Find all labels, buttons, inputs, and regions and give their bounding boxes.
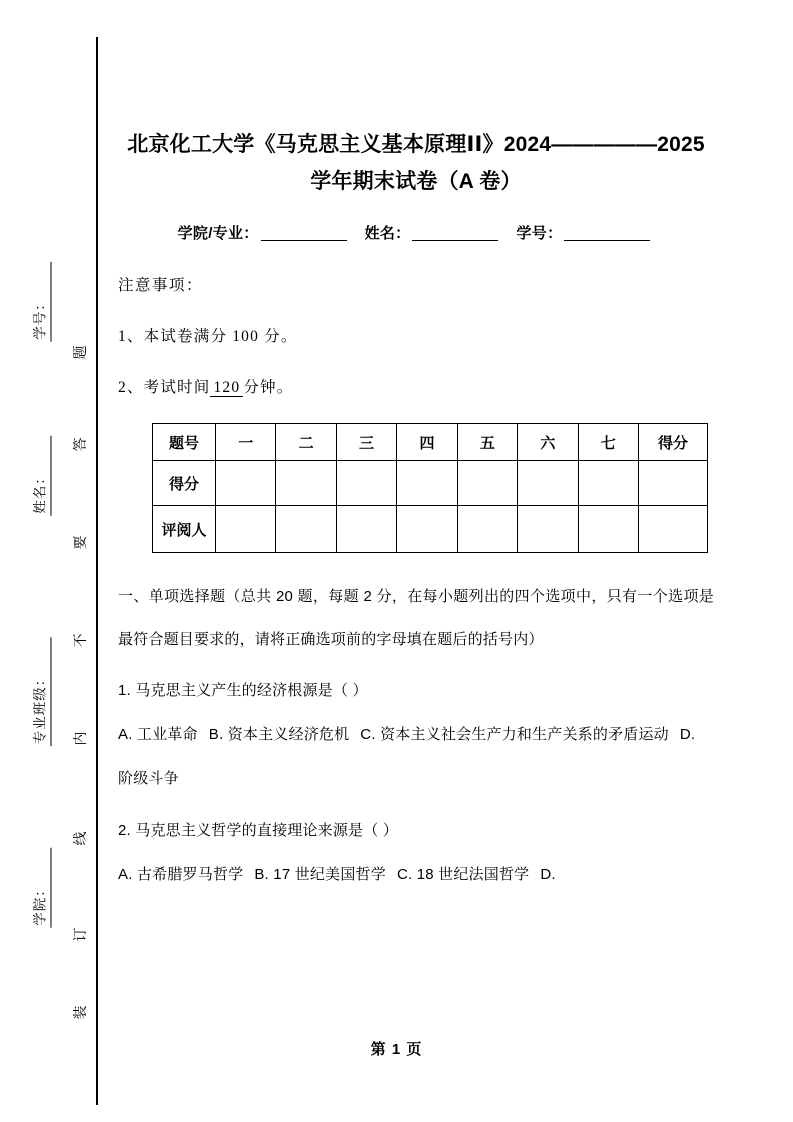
binding-seal-column (58, 0, 102, 1122)
option-2-d[interactable]: D. (540, 866, 556, 883)
note-2-post: 分钟。 (243, 379, 294, 396)
binding-field-name[interactable]: 姓名： (29, 436, 52, 516)
seal-char-5: 内 (74, 730, 89, 746)
section-one-intro: 一、单项选择题（总共 20 题，每题 2 分，在每小题列出的四个选项中，只有一个选项是最符合题目要求的，请将正确选项前的字母填在题后的括号内） (118, 588, 714, 648)
score-cell[interactable] (397, 506, 457, 553)
page-title (118, 0, 714, 200)
score-cell[interactable] (276, 506, 336, 553)
score-cell[interactable] (578, 506, 638, 553)
seal-char-8: 装 (74, 1004, 89, 1020)
college-major-label: 学院/专业： (177, 225, 259, 242)
seal-char-1: 题 (74, 344, 89, 360)
score-cell[interactable] (216, 506, 276, 553)
score-cell[interactable] (216, 461, 276, 506)
name-label: 姓名： (364, 225, 411, 242)
score-cell[interactable] (639, 506, 708, 553)
binding-fields-column (18, 0, 62, 1122)
option-1-c-cont[interactable]: 关系的矛盾运动 (562, 726, 669, 743)
score-cell[interactable] (336, 461, 396, 506)
exam-duration-value: 120 (210, 379, 243, 397)
note-2-pre: 2、考试时间 (118, 379, 211, 396)
question-2-options (118, 853, 714, 897)
score-row-label-0: 得分 (153, 461, 216, 506)
option-1-c[interactable]: C. 资本主义社会生产力和生产 (360, 726, 563, 743)
score-cell[interactable] (518, 461, 578, 506)
paper-content (118, 0, 714, 897)
table-row (153, 506, 708, 553)
score-header-6: 六 (518, 424, 578, 461)
seal-char-2: 答 (74, 436, 89, 452)
page-footer: 第 1 页 (370, 1041, 423, 1058)
score-cell[interactable] (336, 506, 396, 553)
score-header-1: 一 (216, 424, 276, 461)
score-cell[interactable] (276, 461, 336, 506)
question-1-options (118, 713, 714, 801)
seal-char-7: 订 (74, 926, 89, 942)
score-table-wrapper (118, 397, 714, 553)
seal-char-3: 要 (74, 534, 89, 550)
score-table (152, 423, 708, 553)
table-row-header (153, 424, 708, 461)
score-header-8: 得分 (639, 424, 708, 461)
score-header-4: 四 (397, 424, 457, 461)
note-item-2 (118, 346, 714, 397)
seal-char-4: 不 (74, 632, 89, 648)
identity-line (118, 200, 714, 243)
option-2-a[interactable]: A. 古希腊罗马哲学 (118, 866, 244, 883)
student-id-label: 学号： (516, 225, 563, 242)
score-header-5: 五 (457, 424, 517, 461)
option-1-d[interactable]: D. 阶级斗争 (118, 726, 696, 787)
page-title-line-2: 学年期末试卷（A 卷） (310, 170, 522, 193)
option-1-a[interactable]: A. 工业革命 (118, 726, 198, 743)
option-2-c[interactable]: C. 18 世纪法国哲学 (396, 866, 530, 883)
binding-field-student-id[interactable]: 学号： (29, 262, 52, 342)
score-cell[interactable] (457, 506, 517, 553)
score-row-label-1: 评阅人 (153, 506, 216, 553)
notes-heading: 注意事项： (118, 277, 204, 294)
score-cell[interactable] (639, 461, 708, 506)
binding-field-college[interactable]: 学院： (29, 848, 52, 928)
score-header-2: 二 (276, 424, 336, 461)
table-row (153, 461, 708, 506)
option-1-b[interactable]: B. 资本主义经济危机 (208, 726, 350, 743)
note-item-1: 1、本试卷满分 100 分。 (118, 328, 298, 345)
score-header-7: 七 (578, 424, 638, 461)
question-1-stem: 1. 马克思主义产生的经济根源是（ ） (118, 682, 368, 699)
question-2-stem: 2. 马克思主义哲学的直接理论来源是（ ） (118, 822, 399, 839)
option-2-b[interactable]: B. 17 世纪美国哲学 (254, 866, 386, 883)
page-title-line-1: 北京化工大学《马克思主义基本原理ⅠⅠ》2024—————2025 (127, 133, 705, 156)
binding-field-class[interactable]: 专业班级： (29, 638, 52, 747)
score-cell[interactable] (397, 461, 457, 506)
score-cell[interactable] (457, 461, 517, 506)
score-header-3: 三 (336, 424, 396, 461)
score-cell[interactable] (518, 506, 578, 553)
college-major-blank[interactable] (261, 240, 347, 241)
name-blank[interactable] (412, 240, 498, 241)
student-id-blank[interactable] (564, 240, 650, 241)
score-header-0: 题号 (153, 424, 216, 461)
score-cell[interactable] (578, 461, 638, 506)
seal-char-6: 线 (74, 830, 89, 846)
